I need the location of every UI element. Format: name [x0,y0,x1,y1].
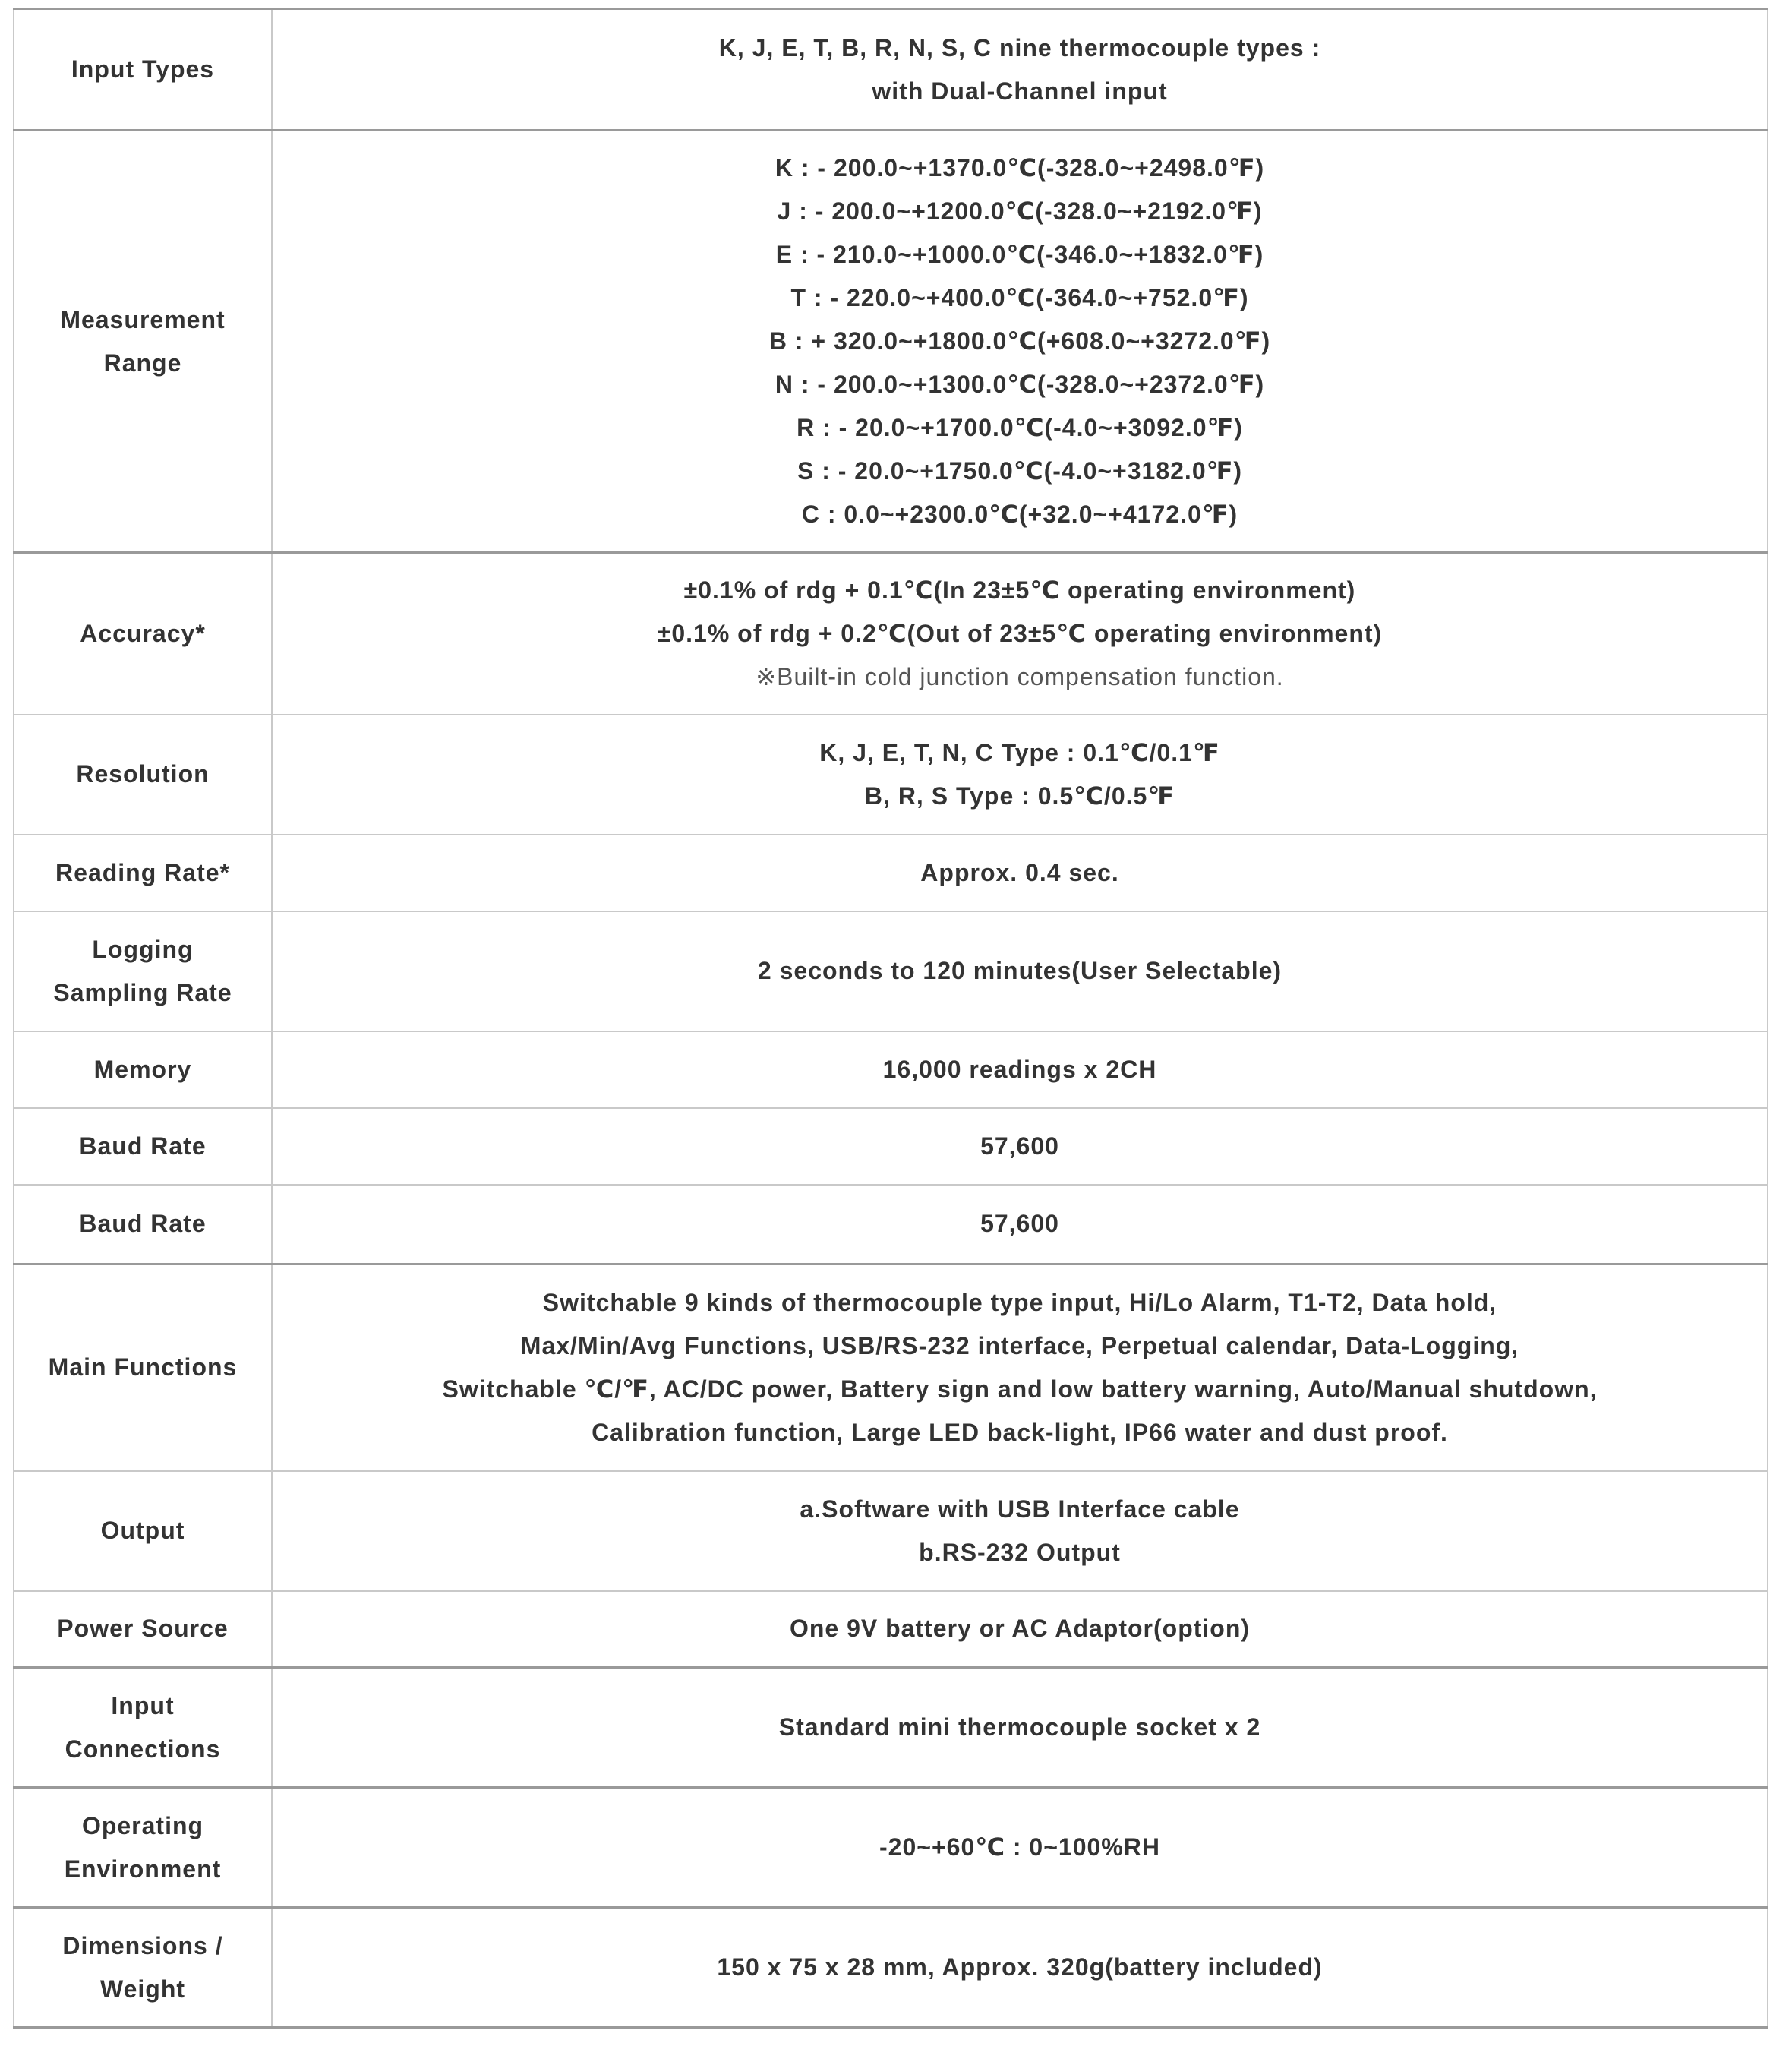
table-row [14,1788,1768,1908]
spec-value-line: R : - 20.0~+1700.0℃(-4.0~+3092.0℉) [797,414,1243,441]
spec-value-cell [272,911,1768,1031]
spec-label-cell [14,1788,272,1908]
spec-value-line: Approx. 0.4 sec. [920,858,1119,886]
spec-label-cell [14,553,272,715]
spec-value-line: B : + 320.0~+1800.0℃(+608.0~+3272.0℉) [768,327,1271,355]
spec-label-line: Power Source [57,1615,229,1643]
spec-value-cell [272,1471,1768,1591]
spec-value-line: 57,600 [980,1132,1059,1160]
spec-label-cell [14,131,272,553]
spec-value-line: Switchable ℃/℉, AC/DC power, Battery sign and low battery warning, Auto/Manual shutdown, [442,1375,1598,1403]
spec-label-line: Reading Rate* [55,858,230,886]
spec-label-line: Output [100,1517,185,1544]
spec-value-cell [272,1108,1768,1185]
spec-label-cell [14,835,272,911]
table-row [14,553,1768,715]
spec-value-line: K, J, E, T, B, R, N, S, C nine thermocouple types : [718,33,1321,62]
spec-value-cell [272,835,1768,911]
spec-label-line: Weight [99,1975,186,2003]
spec-label-line: Main Functions [48,1353,238,1381]
spec-value-line: Max/Min/Avg Functions, USB/RS-232 interface, Perpetual calendar, Data-Logging, [520,1331,1519,1359]
spec-value-cell [272,715,1768,835]
spec-label-cell [14,1031,272,1108]
spec-label-line: Baud Rate [79,1132,207,1160]
specification-table-body [14,9,1768,2028]
spec-value-line: b.RS-232 Output [919,1538,1121,1566]
spec-value-cell [272,1668,1768,1788]
table-row [14,1108,1768,1185]
spec-value-line: N : - 200.0~+1300.0℃(-328.0~+2372.0℉) [775,371,1265,398]
spec-value-line: Standard mini thermocouple socket x 2 [778,1713,1261,1741]
spec-label-cell [14,1591,272,1668]
spec-label-line: Accuracy* [80,619,206,647]
spec-value-line: E : - 210.0~+1000.0℃(-346.0~+1832.0℉) [775,241,1264,268]
table-row [14,1265,1768,1471]
spec-value-cell [272,1185,1768,1265]
spec-value-line: C : 0.0~+2300.0℃(+32.0~+4172.0℉) [801,500,1238,528]
table-row [14,1908,1768,2028]
spec-value-line: Calibration function, Large LED back-light, IP66 water and dust proof. [592,1418,1448,1446]
spec-label-cell [14,715,272,835]
spec-label-cell [14,9,272,131]
spec-value-cell [272,9,1768,131]
spec-value-line: B, R, S Type : 0.5℃/0.5℉ [864,781,1175,810]
spec-value-cell [272,1591,1768,1668]
spec-label-line: Logging [92,935,194,963]
spec-value-cell [272,1788,1768,1908]
spec-value-cell [272,131,1768,553]
spec-value-line: ±0.1% of rdg + 0.2℃(Out of 23±5℃ operating environment) [657,619,1383,647]
spec-value-line: a.Software with USB Interface cable [800,1495,1240,1523]
table-row [14,715,1768,835]
spec-value-line: with Dual-Channel input [872,77,1168,105]
spec-label-line: Range [103,349,182,377]
table-row [14,1471,1768,1591]
spec-label-line: Input Types [71,55,215,83]
spec-value-cell [272,1908,1768,2028]
spec-value-cell [272,553,1768,715]
spec-value-cell [272,1265,1768,1471]
spec-value-line: -20~+60℃ : 0~100%RH [879,1833,1160,1861]
spec-value-line: S : - 20.0~+1750.0℃(-4.0~+3182.0℉) [797,457,1243,485]
table-row [14,1185,1768,1265]
table-row [14,131,1768,553]
spec-value-line: J : - 200.0~+1200.0℃(-328.0~+2192.0℉) [777,197,1263,225]
spec-value-line: 2 seconds to 120 minutes(User Selectable) [757,957,1282,984]
spec-label-cell [14,1108,272,1185]
spec-label-line: Sampling Rate [53,978,232,1006]
spec-value-line: K : - 200.0~+1370.0℃(-328.0~+2498.0℉) [775,154,1265,182]
spec-label-cell [14,1471,272,1591]
spec-label-line: Operating [81,1811,204,1839]
table-row [14,835,1768,911]
spec-label-line: Environment [64,1855,222,1883]
spec-label-cell [14,1908,272,2028]
spec-value-line: 57,600 [980,1210,1059,1238]
spec-label-line: Measurement [60,305,226,333]
spec-label-line: Memory [93,1055,192,1083]
spec-label-line: Input [111,1691,175,1719]
specification-table [13,8,1768,2029]
table-row [14,911,1768,1031]
spec-label-cell [14,1185,272,1265]
spec-label-line: Resolution [76,760,210,788]
table-row [14,1591,1768,1668]
table-row [14,1668,1768,1788]
spec-label-line: Connections [65,1735,221,1763]
spec-label-cell [14,1265,272,1471]
spec-value-line: ±0.1% of rdg + 0.1℃(In 23±5℃ operating environment) [683,576,1356,604]
spec-value-line: 16,000 readings x 2CH [882,1055,1157,1083]
spec-value-cell [272,1031,1768,1108]
spec-value-line: Switchable 9 kinds of thermocouple type input, Hi/Lo Alarm, T1-T2, Data hold, [542,1288,1497,1316]
spec-label-cell [14,1668,272,1788]
spec-value-line: 150 x 75 x 28 mm, Approx. 320g(battery included) [717,1953,1323,1981]
table-row [14,9,1768,131]
table-row [14,1031,1768,1108]
spec-value-line: K, J, E, T, N, C Type : 0.1℃/0.1℉ [819,738,1220,766]
spec-label-cell [14,911,272,1031]
spec-value-note: ※Built-in cold junction compensation function. [756,662,1284,690]
spec-value-line: One 9V battery or AC Adaptor(option) [789,1615,1251,1643]
spec-value-line: T : - 220.0~+400.0℃(-364.0~+752.0℉) [790,284,1249,311]
spec-label-line: Baud Rate [79,1210,207,1238]
spec-label-line: Dimensions / [62,1931,223,1959]
